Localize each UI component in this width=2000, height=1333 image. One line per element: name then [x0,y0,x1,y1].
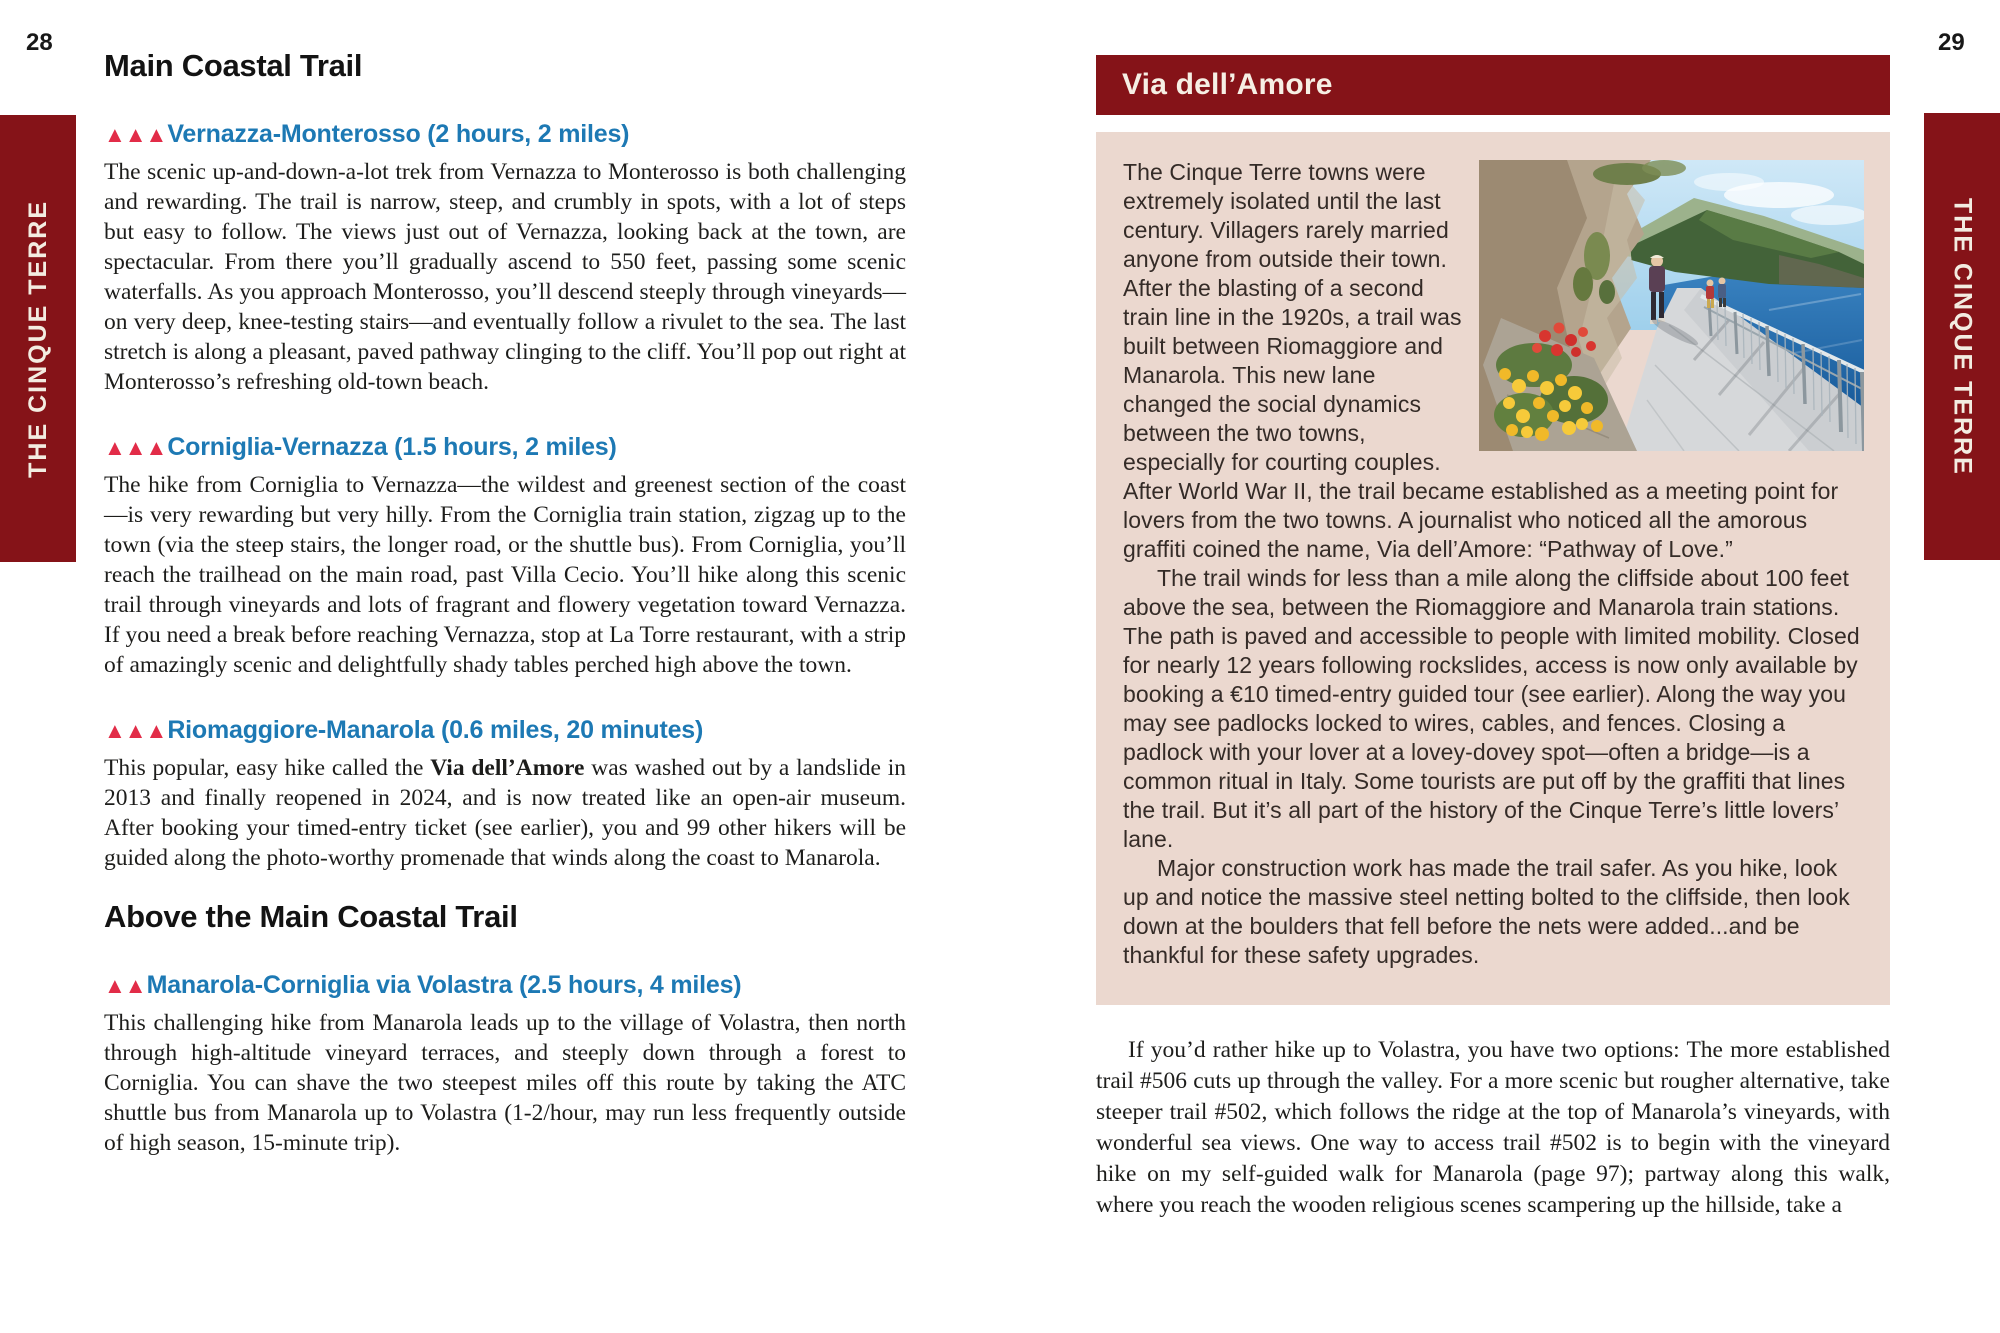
sidebar-title-bar [1096,55,1890,115]
page-number-right: 29 [1938,29,1965,56]
trail-heading [104,971,906,1000]
trail-section-corniglia-vernazza [104,433,906,680]
trail-heading [104,120,906,149]
left-page-content [104,48,906,1158]
trail-heading [104,716,906,745]
paragraph-text: This popular, easy hike called the [104,755,431,781]
page-number-left: 28 [26,29,53,56]
photo-illustration [1479,160,1864,451]
trail-paragraph: This challenging hike from Manarola leads up to the village of Volastra, then north through high-altitude vineyard terraces, and steeply down through a forest to Corniglia. You can shave the two steepest miles off this route by taking the ATC shuttle bus from Manarola up to Volastra (1-2/hour, may run less frequently outside of high season, 15-minute trip). [104,1010,906,1156]
trail-heading-label: Corniglia-Vernazza (1.5 hours, 2 miles) [167,433,617,461]
sidebar-box [1096,132,1890,1005]
rating-triangles-icon: ▲▲▲ [104,122,167,147]
via-dellamore-bold-term: Via dell’Amore [430,755,585,781]
page-title: Main Coastal Trail [104,48,363,83]
rating-triangles-icon: ▲▲ [104,973,146,998]
trail-paragraph: The scenic up-and-down-a-lot trek from Vernazza to Monterosso is both challenging and rewarding. The trail is narrow, steep, and crumbly in spots, with a lot of steps but easy to follow. The views just out of Vernazza, looking back at the town, are spectacular. From there you’ll gradually ascend to 550 feet, passing some scenic waterfalls. As you approach Monterosso, you’ll descend steeply through vineyards—on very deep, knee-testing stairs—and eventually follow a rivulet to the sea. The last stretch is along a pleasant, paved pathway clinging to the cliff. You’ll pop out right at Monterosso’s refreshing old-town beach. [104,159,906,395]
rating-triangles-icon: ▲▲▲ [104,435,167,460]
trail-heading-label: Vernazza-Monterosso (2 hours, 2 miles) [167,120,630,148]
continuation-paragraph: If you’d rather hike up to Volastra, you have two options: The more established trail #506 cuts up through the valley. For a more scenic but rougher alternative, take steeper trail #502, which follows the ridge at the top of Manarola’s vineyards, with wonderful sea views. One way to access trail #502 is to begin with the vineyard hike on my self-guided walk for Manarola (page 97); partway along this walk, where you reach the wooden religious scenes scampering up the hillside, take a [1096,1037,1890,1218]
side-tab-right [1924,113,2000,560]
trail-paragraph [104,753,906,873]
sidebar-paragraph: The Cinque Terre towns were extremely isolated until the last century. Villagers rarely married anyone from outside their town. After the blasting of a second train line in the 1920s, a trail was built between Riomaggiore and Manarola. This new lane changed the social dynamics between the two towns, especially for courting couples. After World War II, the trail became established as a meeting point for lovers from the two towns. A journalist who noticed all the amorous graffiti coined the name, Via dell’Amore: “Pathway of Love.” [1123,159,1839,562]
via-dellamore-cliffside-walkway-photo [1479,160,1864,451]
side-tab-right-label: THE CINQUE TERRE [1948,197,1977,476]
trail-heading-label: Riomaggiore-Manarola (0.6 miles, 20 minutes) [167,716,704,744]
paragraph-text: was washed out by a landslide in 2013 and finally reopened in 2024, and is now treated like an open-air museum. After booking your timed-entry ticket (see earlier), you and 99 other hikers will be guided along the photo-worthy promenade that winds along the coast to Manarola. [104,755,907,871]
trail-heading-label: Manarola-Corniglia via Volastra (2.5 hours, 4 miles) [146,971,742,999]
side-tab-left [0,115,76,562]
sidebar-paragraph: The trail winds for less than a mile along the cliffside about 100 feet above the sea, between the Riomaggiore and Manarola train stations. The path is paved and accessible to people with limited mobility. Closed for nearly 12 years following rockslides, access is now only available by booking a €10 timed-entry guided tour (see earlier). Along the way you may see padlocks locked to wires, cables, and fences. Closing a padlock with your lover at a lovey-dovey spot—often a bridge—is a common ritual in Italy. Some tourists are put off by the graffiti that lines the trail. But it’s all part of the history of the Cinque Terre’s little lovers’ lane. [1123,565,1860,852]
rating-triangles-icon: ▲▲▲ [104,718,167,743]
trail-heading [104,433,906,462]
trail-section-vernazza-monterosso [104,120,906,397]
right-page-content [1096,55,1890,1221]
trail-section-manarola-corniglia-volastra [104,971,906,1158]
side-tab-left-label: THE CINQUE TERRE [23,199,52,478]
sidebar-paragraph: Major construction work has made the trail safer. As you hike, look up and notice the massive steel netting bolted to the cliffside, then look down at the boulders that fell before the nets were added...and be thankful for these safety upgrades. [1123,855,1850,968]
subsection-title: Above the Main Coastal Trail [104,899,518,934]
trail-section-riomaggiore-manarola [104,716,906,873]
trail-paragraph: The hike from Corniglia to Vernazza—the wildest and greenest section of the coast—is very rewarding but very hilly. From the Corniglia train station, zigzag up to the town (via the steep stairs, the longer road, or the shuttle bus). From Corniglia, you’ll reach the trailhead on the main road, past Villa Cecio. You’ll hike along this scenic trail through vineyards and lots of fragrant and flowery vegetation toward Vernazza. If you need a break before reaching Vernazza, stop at La Torre restaurant, with a strip of amazingly scenic and delightfully shady tables perched high above the town. [104,472,907,678]
sidebar-title: Via dell’Amore [1122,68,1333,101]
